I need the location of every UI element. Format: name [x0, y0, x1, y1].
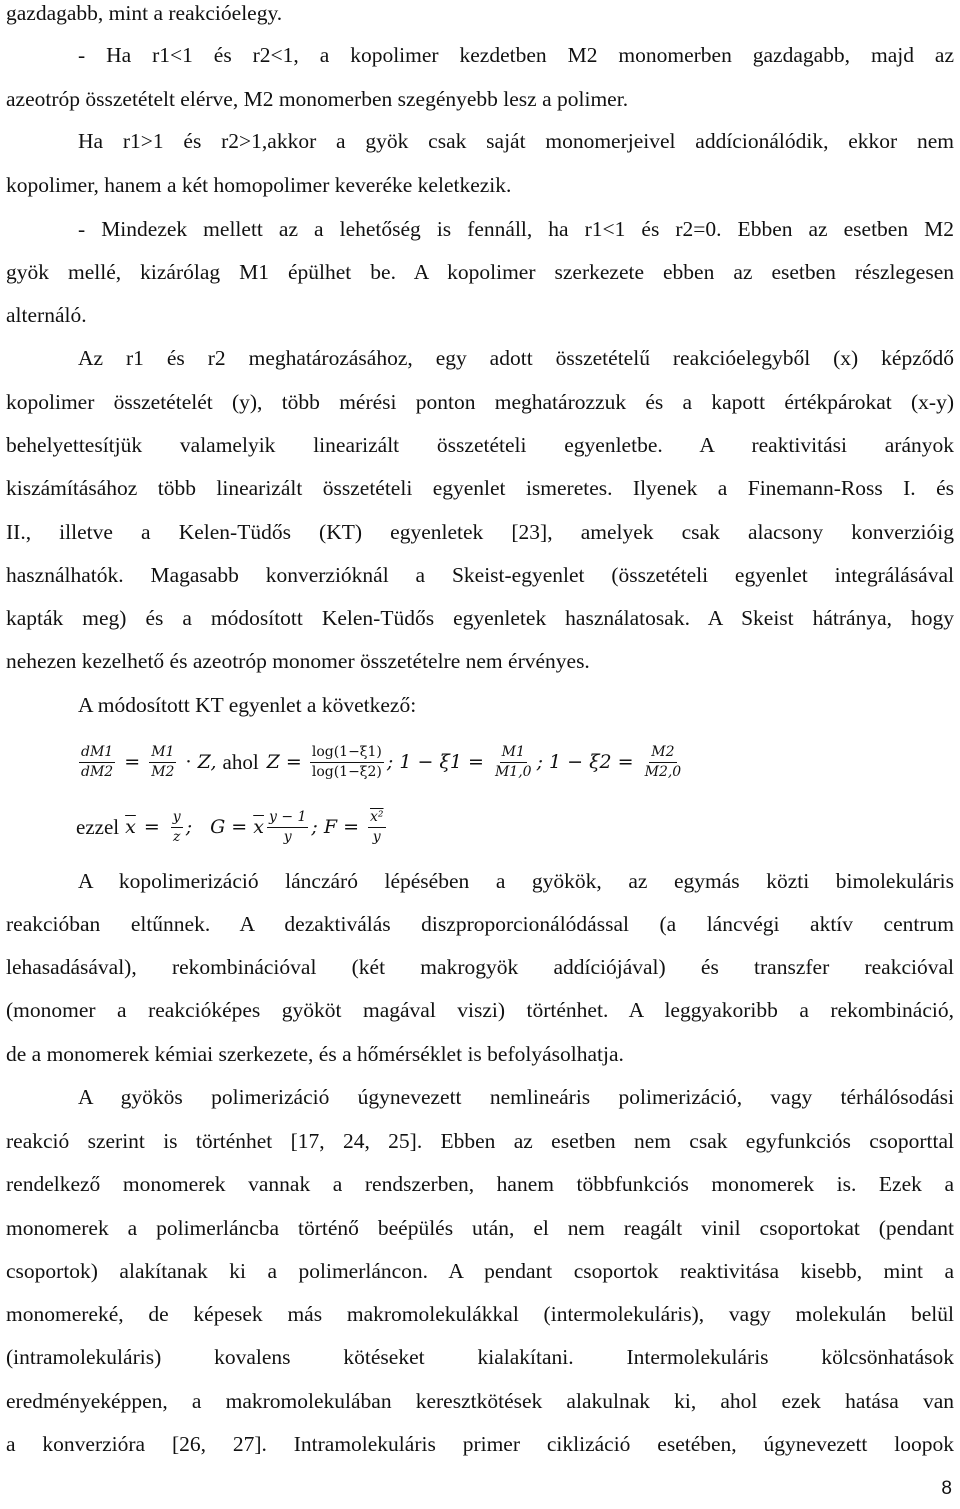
text-line: (intramolekuláris) kovalens kötéseket kialakítani. Intermolekuláris kölcsönhatások — [6, 1345, 954, 1369]
text-line: a konverzióra [26, 27]. Intramolekuláris primer ciklizáció esetében, úgynevezett loopok — [6, 1432, 954, 1456]
fraction — [310, 744, 384, 781]
text-line: monomereké, de képesek más makromolekulákkal (intermolekuláris), vagy molekulán belül — [6, 1302, 954, 1326]
text-line: reakcióban eltűnnek. A dezaktiválás diszproporcionálódással (a láncvégi aktív centrum — [6, 912, 954, 936]
fraction — [149, 744, 176, 781]
variable-xbar: $\overline{x}$ — [253, 816, 264, 838]
denominator: M1,0 — [494, 763, 532, 780]
text-line: behelyettesítjük valamelyik linearizált összetételi egyenletbe. A reaktivitási arányok — [6, 433, 954, 457]
text-line: gazdagabb, mint a reakcióelegy. — [6, 1, 283, 25]
fraction — [171, 809, 183, 846]
variable: Z = — [266, 751, 302, 773]
text-line: használhatók. Magasabb konverzióknál a Skeist-egyenlet (összetételi egyenlet integrálásával — [6, 563, 954, 587]
equals-sign: = — [143, 816, 160, 838]
numerator: M2 — [649, 744, 676, 763]
variable-xbar: $\overline{x}$ — [125, 816, 136, 838]
numerator: y — [171, 809, 183, 828]
fraction — [493, 744, 534, 781]
equation-definitions — [76, 802, 389, 852]
dot-operator: · — [179, 751, 198, 773]
text-line: eredményeképpen, a makromolekulában keresztkötések alakulnak ki, ahol ezek hatása van — [6, 1389, 954, 1413]
variable: Z, — [197, 751, 217, 773]
text-line: kapták meg) és a módosított Kelen-Tüdős egyenletek használatosak. A Skeist hátránya, hogy — [6, 606, 954, 630]
denominator: log(1−ξ2) — [311, 763, 382, 780]
denominator: M2,0 — [644, 763, 682, 780]
numerator: dM1 — [79, 744, 115, 763]
expression: ; 1 − ξ2 = — [536, 751, 634, 773]
fraction — [267, 809, 308, 846]
text-line: kopolimer, hanem a két homopolimer keveréke keletkezik. — [6, 173, 512, 197]
text-line: csoportok) alakítanak ki a polimerláncon. A pendant csoportok reaktivitása kisebb, mint a — [6, 1259, 954, 1283]
equals-sign: = — [118, 751, 147, 773]
denominator: y — [283, 828, 292, 845]
text-line: gyök mellé, kizárólag M1 épülhet be. A kopolimer szerkezete ebben az esetben részlegesen — [6, 260, 954, 284]
text-line: rendelkező monomerek vannak a rendszerben, hanem többfunkciós monomerek is. Ezek a — [6, 1172, 954, 1196]
word-ezzel: ezzel — [76, 815, 120, 839]
fraction — [368, 809, 386, 846]
text-line: A módosított KT egyenlet a következő: — [78, 693, 417, 717]
text-line: kiszámításához több linearizált összetételi egyenlet ismeretes. Ilyenek a Finemann-Ross I. és — [6, 476, 954, 500]
denominator: y — [372, 828, 381, 845]
text-line: monomerek a polimerláncba történő beépülés után, el nem reagált vinil csoportokat (pendant — [6, 1216, 954, 1240]
text-line: Az r1 és r2 meghatározásához, egy adott összetételű reakcióelegyből (x) képződő — [78, 346, 954, 370]
expression: ; F = — [311, 816, 359, 838]
text-line: A kopolimerizáció lánczáró lépésében a gyökök, az egymás közti bimolekuláris — [78, 869, 954, 893]
text-line: - Ha r1<1 és r2<1, a kopolimer kezdetben M2 monomerben gazdagabb, majd az — [78, 43, 954, 67]
denominator: dM2 — [81, 763, 114, 780]
word-ahol: ahol — [222, 750, 259, 774]
equation-kt-modified — [76, 737, 686, 787]
text-line: reakció szerint is történhet [17, 24, 25]. Ebben az esetben nem csak egyfunkciós csoporttal — [6, 1129, 954, 1153]
text-line: - Mindezek mellett az a lehetőség is fennáll, ha r1<1 és r2=0. Ebben az esetben M2 — [78, 217, 954, 241]
numerator: x² — [368, 809, 386, 828]
text-line: alternáló. — [6, 303, 87, 327]
expression: G = — [210, 816, 248, 838]
separator: ; — [185, 816, 193, 838]
numerator: M1 — [149, 744, 176, 763]
expression: ; 1 − ξ1 = — [386, 751, 484, 773]
text-line: (monomer a reakcióképes gyököt magával viszi) történhet. A leggyakoribb a rekombináció, — [6, 998, 954, 1022]
text-line: nehezen kezelhető és azeotróp monomer összetételre nem érvényes. — [6, 649, 590, 673]
text-line: de a monomerek kémiai szerkezete, és a hőmérséklet is befolyásolhatja. — [6, 1042, 624, 1066]
text-line: lehasadásával), rekombinációval (két makrogyök addíciójával) és transzfer reakcióval — [6, 955, 954, 979]
numerator: log(1−ξ1) — [310, 744, 384, 763]
text-line: Ha r1>1 és r2>1,akkor a gyök csak saját monomerjeivel addícionálódik, ekkor nem — [78, 129, 954, 153]
numerator: y − 1 — [267, 809, 308, 828]
text-line: azeotróp összetételt elérve, M2 monomerben szegényebb lesz a polimer. — [6, 87, 629, 111]
text-line: II., illetve a Kelen-Tüdős (KT) egyenletek [23], amelyek csak alacsony konverzióig — [6, 520, 954, 544]
fraction — [79, 744, 115, 781]
text-line: kopolimer összetételét (y), több mérési ponton meghatározzuk és a kapott értékpárokat (x-y) — [6, 390, 954, 414]
numerator: M1 — [500, 744, 527, 763]
text-line: A gyökös polimerizáció úgynevezett nemlineáris polimerizáció, vagy térhálósodási — [78, 1085, 954, 1109]
fraction — [643, 744, 684, 781]
denominator: z — [173, 828, 181, 845]
denominator: M2 — [151, 763, 175, 780]
page-number: 8 — [941, 1478, 952, 1499]
